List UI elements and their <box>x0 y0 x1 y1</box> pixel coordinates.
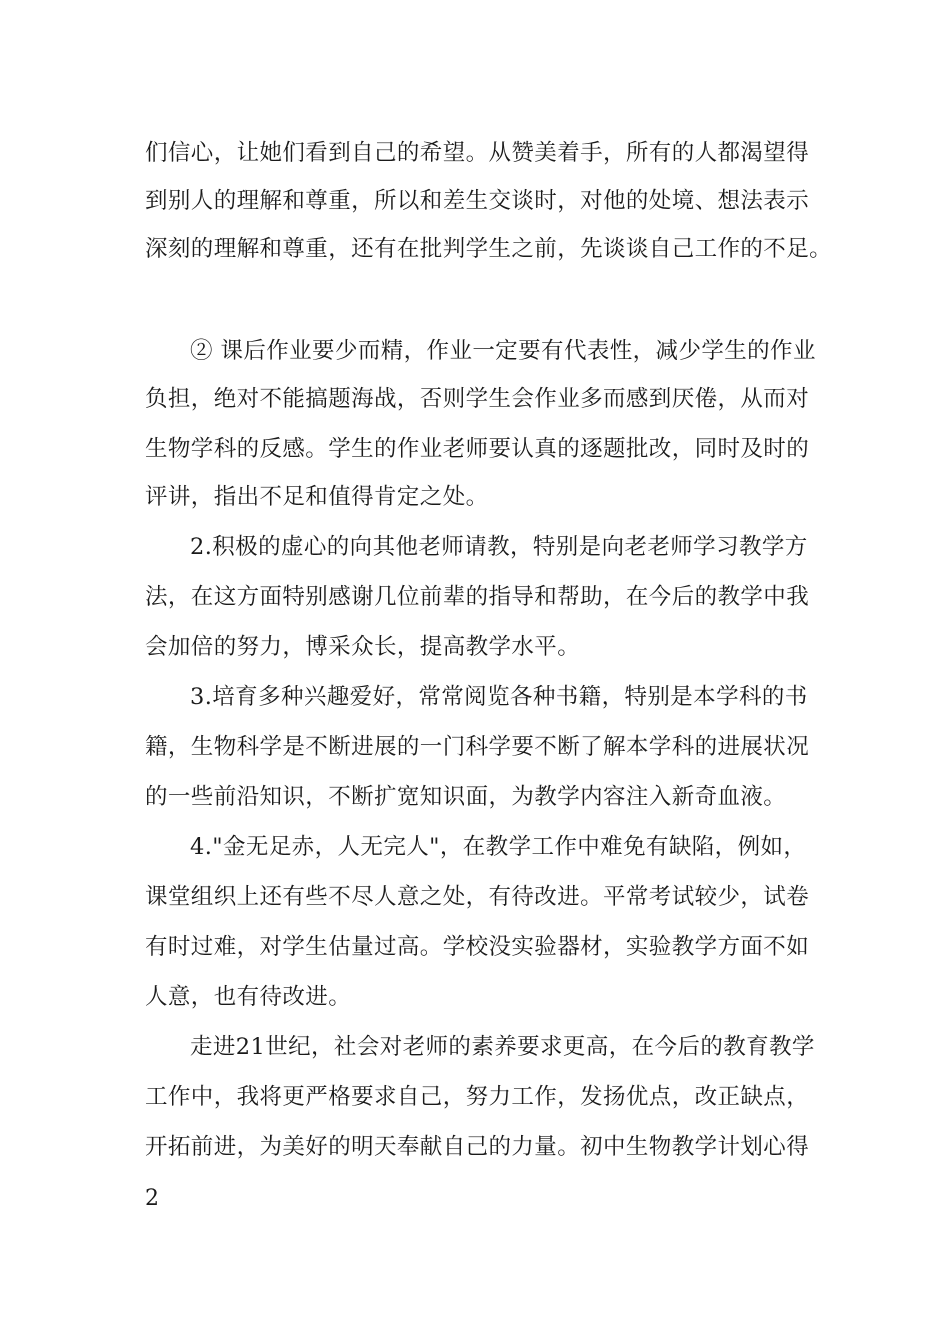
text-line: 负担，绝对不能搞题海战，否则学生会作业多而感到厌倦，从而对 <box>145 386 810 412</box>
text-line: 籍，生物科学是不断进展的一门科学要不断了解本学科的进展状况 <box>145 734 810 760</box>
text-line: 生物学科的反感。学生的作业老师要认真的逐题批改，同时及时的 <box>145 436 810 462</box>
text-line: 法，在这方面特别感谢几位前辈的指导和帮助，在今后的教学中我 <box>145 584 810 610</box>
text-line: 到别人的理解和尊重，所以和差生交谈时，对他的处境、想法表示 <box>145 188 810 214</box>
text-line: 会加倍的努力，博采众长，提高教学水平。 <box>145 634 581 660</box>
text-line: 2.积极的虚心的向其他老师请教，特别是向老老师学习教学方 <box>190 534 808 560</box>
page-number: 2 <box>145 1186 159 1211</box>
text-line: 开拓前进，为美好的明天奉献自己的力量。初中生物教学计划心得 <box>145 1134 810 1160</box>
text-line: 走进21世纪，社会对老师的素养要求更高，在今后的教育教学 <box>190 1034 815 1060</box>
text-line: 的一些前沿知识，不断扩宽知识面，为教学内容注入新奇血液。 <box>145 784 787 810</box>
text-line: 人意，也有待改进。 <box>145 984 352 1010</box>
text-line: 4."金无足赤，人无完人"，在教学工作中难免有缺陷，例如， <box>190 834 807 860</box>
text-line: 深刻的理解和尊重，还有在批判学生之前，先谈谈自己工作的不足。 <box>145 236 833 262</box>
text-line: 3.培育多种兴趣爱好，常常阅览各种书籍，特别是本学科的书 <box>190 684 808 710</box>
text-line: 有时过难，对学生估量过高。学校没实验器材，实验教学方面不如 <box>145 934 810 960</box>
text-line: 们信心，让她们看到自己的希望。从赞美着手，所有的人都渴望得 <box>145 140 810 166</box>
text-line: 课堂组织上还有些不尽人意之处，有待改进。平常考试较少，试卷 <box>145 884 810 910</box>
text-line: 评讲，指出不足和值得肯定之处。 <box>145 484 489 510</box>
text-line: 工作中，我将更严格要求自己，努力工作，发扬优点，改正缺点， <box>145 1084 810 1110</box>
text-line: ② 课后作业要少而精，作业一定要有代表性，减少学生的作业 <box>190 338 816 364</box>
